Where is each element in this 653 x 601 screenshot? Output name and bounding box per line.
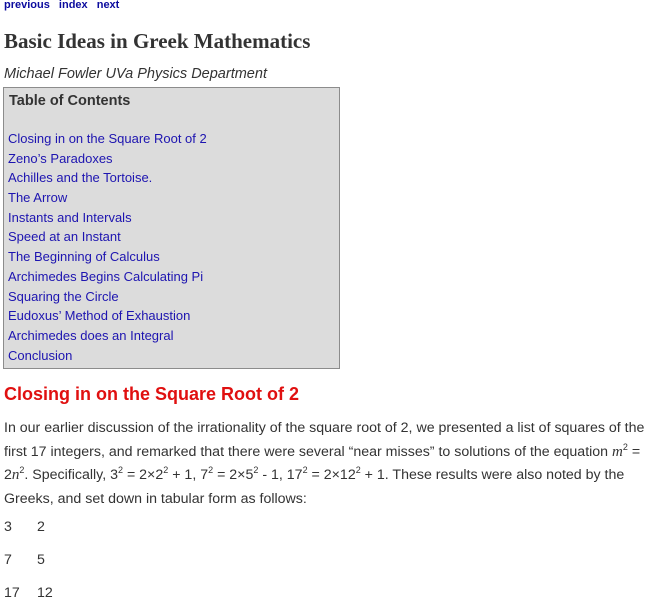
table-cell: 12 bbox=[37, 585, 53, 601]
toc-item bbox=[8, 227, 207, 247]
page-title: Basic Ideas in Greek Mathematics bbox=[4, 29, 311, 53]
table-row bbox=[4, 519, 45, 535]
top-navigation bbox=[4, 0, 125, 11]
example-exponent: 2 bbox=[355, 465, 361, 475]
equation-var-n: n bbox=[11, 467, 20, 483]
toc-item bbox=[8, 247, 207, 267]
toc-link-zenos-paradoxes[interactable]: Zeno’s Paradoxes bbox=[8, 150, 113, 166]
toc-list bbox=[8, 129, 207, 365]
example-exponent: 2 bbox=[163, 465, 169, 475]
example-exponent: 2 bbox=[208, 465, 214, 475]
toc-item bbox=[8, 149, 207, 169]
example-text: = 2×2 bbox=[123, 467, 164, 483]
toc-link-squaring-circle[interactable]: Squaring the Circle bbox=[8, 288, 119, 304]
equation-exponent: 2 bbox=[19, 465, 25, 475]
toc-item bbox=[8, 168, 207, 188]
table-cell: 5 bbox=[37, 552, 45, 568]
table-row bbox=[4, 552, 45, 568]
nav-index-link[interactable]: index bbox=[58, 0, 88, 11]
table-cell: 17 bbox=[4, 585, 20, 601]
toc-item bbox=[8, 326, 207, 346]
toc-link-archimedes-integral[interactable]: Archimedes does an Integral bbox=[8, 327, 174, 343]
table-cell: 7 bbox=[4, 552, 12, 568]
example-exponent: 2 bbox=[117, 465, 123, 475]
nav-next-link[interactable]: next bbox=[96, 0, 120, 11]
table-of-contents bbox=[3, 87, 340, 369]
toc-item bbox=[8, 208, 207, 228]
toc-link-square-root[interactable]: Closing in on the Square Root of 2 bbox=[8, 131, 207, 146]
example-text: + 1, 7 bbox=[168, 467, 209, 483]
toc-heading: Table of Contents bbox=[9, 93, 131, 109]
toc-item bbox=[8, 346, 207, 366]
example-text: - 1, 17 bbox=[258, 467, 303, 483]
toc-link-eudoxus[interactable]: Eudoxus’ Method of Exhaustion bbox=[8, 308, 191, 324]
toc-link-achilles[interactable]: Achilles and the Tortoise. bbox=[8, 170, 153, 186]
toc-link-archimedes-pi[interactable]: Archimedes Begins Calculating Pi bbox=[8, 268, 204, 284]
para-text: + 1. These results were also noted by the Greeks, and set down in tabular form as follows: bbox=[4, 467, 625, 507]
example-text: 3 bbox=[110, 467, 118, 483]
toc-link-instants-intervals[interactable]: Instants and Intervals bbox=[8, 209, 132, 225]
toc-link-speed-at-instant[interactable]: Speed at an Instant bbox=[8, 229, 121, 245]
table-cell: 2 bbox=[37, 519, 45, 535]
toc-link-the-arrow[interactable]: The Arrow bbox=[8, 190, 68, 206]
toc-link-conclusion[interactable]: Conclusion bbox=[8, 347, 73, 363]
equation-exponent: 2 bbox=[622, 441, 628, 452]
para-text: In our earlier discussion of the irrationality of the square root of 2, we presented a list of squares of the first 17 integers, and remarked that there were several “near misses” to solutions of the equation bbox=[4, 420, 645, 460]
example-text: = 2×5 bbox=[213, 467, 254, 483]
example-text: = 2×12 bbox=[307, 467, 356, 483]
toc-item bbox=[8, 306, 207, 326]
para-text: . Specifically, bbox=[24, 467, 111, 483]
table-row bbox=[4, 585, 53, 601]
body-paragraph bbox=[4, 417, 653, 511]
author-line: Michael Fowler UVa Physics Department bbox=[4, 66, 267, 82]
example-exponent: 2 bbox=[253, 465, 259, 475]
toc-item bbox=[8, 188, 207, 208]
toc-item bbox=[8, 287, 207, 307]
table-cell: 3 bbox=[4, 519, 12, 535]
toc-link-beginning-calculus[interactable]: The Beginning of Calculus bbox=[8, 249, 160, 265]
example-exponent: 2 bbox=[302, 465, 308, 475]
nav-previous-link[interactable]: previous bbox=[4, 0, 50, 11]
toc-item bbox=[8, 129, 207, 149]
toc-item bbox=[8, 267, 207, 287]
equation-var-m: m bbox=[612, 443, 623, 460]
section-heading: Closing in on the Square Root of 2 bbox=[4, 384, 299, 404]
equation-text: = 2 bbox=[4, 443, 641, 483]
